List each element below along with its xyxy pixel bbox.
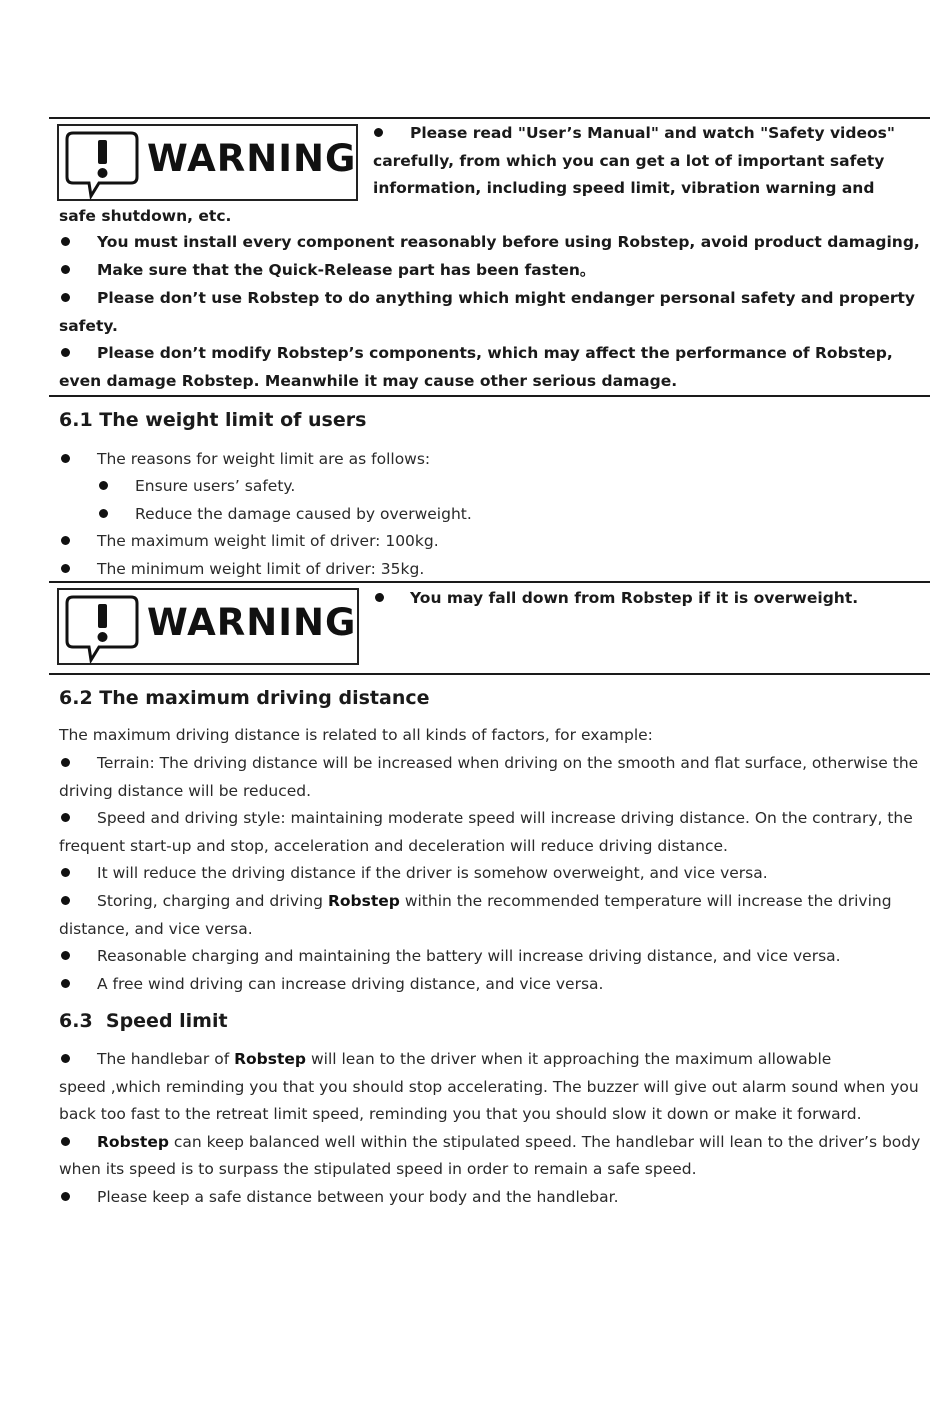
list-item: Please keep a safe distance between your body and the handlebar.: [97, 1188, 619, 1206]
bullet: [61, 896, 70, 905]
list-item: It will reduce the driving distance if the driver is somehow overweight, and vice versa.: [97, 864, 768, 882]
bullet: [61, 951, 70, 960]
warning-item: safety.: [59, 317, 118, 335]
bullet: [61, 293, 70, 302]
warning-item: even damage Robstep. Meanwhile it may cause other serious damage.: [59, 372, 678, 390]
product-name: Robstep: [234, 1050, 307, 1068]
bullet: [99, 481, 108, 490]
warning-badge: [57, 588, 359, 665]
warning-label: WARNING: [147, 601, 357, 644]
list-item: [97, 1045, 831, 1073]
list-item: A free wind driving can increase driving distance, and vice versa.: [97, 975, 604, 993]
list-item: Speed and driving style: maintaining moderate speed will increase driving distance. On the contrary, the: [97, 809, 913, 827]
list-item: Reduce the damage caused by overweight.: [135, 505, 472, 523]
bullet: [61, 1137, 70, 1146]
section-rule: [49, 673, 930, 675]
bullet: [61, 564, 70, 573]
list-item: Ensure users’ safety.: [135, 477, 296, 495]
product-name: Robstep: [97, 1133, 169, 1151]
bullet: [61, 454, 70, 463]
warning-line: You may fall down from Robstep if it is overweight.: [410, 589, 859, 607]
paragraph: The maximum driving distance is related to all kinds of factors, for example:: [59, 726, 653, 744]
list-item: back too fast to the retreat limit speed, reminding you that you should slow it down or make it forward.: [59, 1105, 862, 1123]
exclamation-bubble-icon: [65, 130, 145, 200]
list-item: [97, 1128, 920, 1156]
section-rule: [49, 581, 930, 583]
bullet: [61, 348, 70, 357]
warning-line: carefully, from which you can get a lot of important safety: [373, 152, 885, 170]
section-rule: [49, 395, 930, 397]
bullet: [99, 509, 108, 518]
warning-line: safe shutdown, etc.: [59, 207, 232, 225]
warning-item: Make sure that the Quick-Release part has been fasten。: [97, 261, 596, 279]
bullet: [61, 237, 70, 246]
list-item: when its speed is to surpass the stipulated speed in order to remain a safe speed.: [59, 1160, 697, 1178]
bullet: [61, 265, 70, 274]
warning-item: Please don’t modify Robstep’s components, which may affect the performance of Robstep,: [97, 344, 893, 362]
warning-line: Please read "User’s Manual" and watch "Safety videos": [410, 124, 895, 142]
bullet: [61, 868, 70, 877]
list-item: Reasonable charging and maintaining the battery will increase driving distance, and vice versa.: [97, 947, 841, 965]
section-heading: 6.2 The maximum driving distance: [59, 687, 430, 709]
section-heading: 6.3 Speed limit: [59, 1010, 228, 1032]
text-run: will lean to the driver when it approaching the maximum allowable: [306, 1050, 832, 1068]
list-item: driving distance will be reduced.: [59, 782, 312, 800]
exclamation-bubble-icon: [65, 594, 145, 664]
list-item: The minimum weight limit of driver: 35kg.: [97, 560, 425, 578]
text-run: within the recommended temperature will increase the driving: [399, 892, 892, 910]
warning-line: information, including speed limit, vibration warning and: [373, 179, 875, 197]
bullet: [61, 758, 70, 767]
warning-item: Please don’t use Robstep to do anything which might endanger personal safety and property: [97, 289, 916, 307]
product-name: Robstep: [327, 892, 400, 910]
warning-label: WARNING: [147, 137, 357, 180]
list-item: distance, and vice versa.: [59, 920, 253, 938]
list-item: speed ,which reminding you that you should stop accelerating. The buzzer will give out alarm sound when you: [59, 1078, 919, 1096]
bullet: [61, 979, 70, 988]
warning-badge: [57, 124, 358, 201]
list-item: frequent start-up and stop, acceleration and deceleration will reduce driving distance.: [59, 837, 728, 855]
text-run: The handlebar of: [97, 1050, 235, 1068]
list-item: The maximum weight limit of driver: 100kg.: [97, 532, 439, 550]
bullet: [61, 813, 70, 822]
bullet: [61, 536, 70, 545]
bullet: [374, 128, 383, 137]
warning-item: You must install every component reasonably before using Robstep, avoid product damaging,: [97, 233, 920, 251]
section-heading: 6.1 The weight limit of users: [59, 409, 367, 431]
text-run: can keep balanced well within the stipulated speed. The handlebar will lean to the driver’s body: [168, 1133, 921, 1151]
list-item: The reasons for weight limit are as follows:: [97, 450, 431, 468]
bullet: [61, 1054, 70, 1063]
list-item: Terrain: The driving distance will be increased when driving on the smooth and flat surface, otherwise the: [97, 754, 919, 772]
bullet: [375, 593, 384, 602]
bullet: [61, 1192, 70, 1201]
text-run: Storing, charging and driving: [97, 892, 328, 910]
list-item: [97, 887, 892, 915]
